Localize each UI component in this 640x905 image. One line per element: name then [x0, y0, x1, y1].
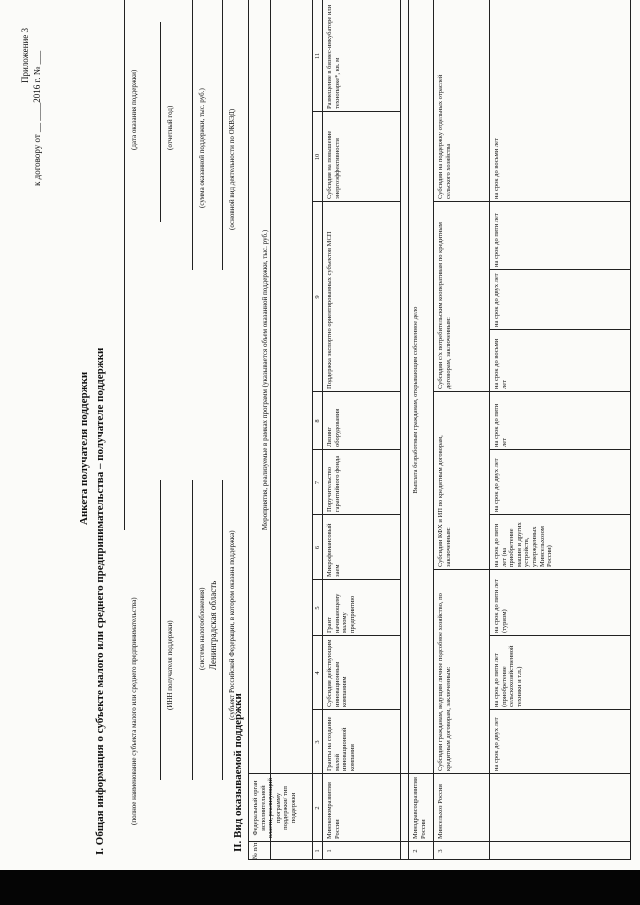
row1-grant-new: Гранты на создание малой инновационной компании	[326, 716, 356, 771]
row3-term-4: на срок до пяти лет (на приобретение машин и других устройств, утвержденных Минсельхозом России)	[493, 522, 554, 567]
row3-term-3: на срок до пяти лет (туризм)	[493, 579, 508, 633]
row3-term-5: на срок до двух лет	[493, 458, 500, 512]
row1-export: Поддержка экспортно ориентированных субъектов МСП	[326, 231, 333, 389]
col-number-2: 2	[314, 806, 321, 810]
section2-title: II. Вид оказываемой поддержки	[232, 693, 244, 852]
okved-line	[222, 0, 223, 270]
row3-term-8: на срок до двух лет	[493, 273, 500, 327]
row1-num: 1	[326, 849, 333, 853]
row3-group-coop: Субсидии с/х потребительским кооперативам по кредитным договорам, заключенным:	[437, 222, 452, 389]
row1-subsidy-innov: Субсидия действующим инновационным компаниям	[326, 639, 349, 707]
row3-term-9: на срок до пяти лет	[493, 213, 500, 267]
year-caption: (отчетный год)	[166, 105, 174, 150]
col-number-11: 11	[314, 52, 321, 60]
col-number-3: 3	[314, 740, 321, 744]
row2-body: Минздравсоцразвития России	[412, 777, 427, 839]
form-title: Анкета получателя поддержки	[78, 371, 90, 525]
region-caption: (субъект Российской Федерации, в котором оказана поддержка)	[228, 530, 236, 720]
appendix-label: Приложение 3	[20, 27, 30, 83]
row2-text: Выплата безработным гражданам, открывающим собственное дело	[412, 306, 419, 494]
row2-num: 2	[412, 849, 419, 853]
row1-microloan: Микрофинансовый заем	[326, 523, 341, 577]
col-number-6: 6	[314, 545, 321, 550]
row3-body: Минсельхоз России	[437, 784, 444, 839]
amount-caption: (сумма оказанной поддержки, тыс. руб.)	[198, 88, 206, 208]
scanner-border	[0, 870, 640, 905]
col-body-header: Федеральный орган исполнительной власти, реализующий программу поддержки/ тип поддержки	[252, 778, 297, 838]
row1-body: Минэкономразвития России	[326, 782, 341, 839]
inn-caption: (ИНН получателя поддержки)	[166, 620, 174, 710]
row3-term-6: на срок до пяти лет	[493, 403, 508, 447]
row3-term-7: на срок до восьми лет	[493, 338, 508, 389]
col-number-5: 5	[314, 606, 321, 610]
row1-guarantee: Поручительство гарантийного фонда	[326, 455, 341, 512]
col-number-10: 10	[314, 153, 321, 161]
row3-group-branches: Субсидии на поддержку отдельных отраслей сельского хозяйства	[437, 74, 452, 199]
col-number-1: 1	[314, 849, 321, 853]
row1-energy: Субсидия на повышение энергоэффективности	[326, 130, 341, 199]
section1-title: I. Общая информация о субъекте малого или среднего предпринимательства – получателе поддержки	[94, 347, 106, 855]
row1-leasing: Лизинг оборудования	[326, 408, 341, 447]
row3-group-lph: Субсидии гражданам, ведущим личное подсобное хозяйство, по кредитным договорам, заключенным:	[437, 593, 452, 771]
row3-term-10: на срок до восьми лет	[493, 138, 500, 199]
amount-line	[192, 0, 193, 270]
date-caption: (дата оказания поддержки)	[130, 69, 138, 150]
row3-group-kfh: Субсидии КФХ и ИП по кредитным договорам, заключенным:	[437, 435, 452, 567]
tax-line	[192, 480, 193, 780]
year-line	[160, 22, 161, 222]
row1-grant-startup: Грант начинающему малому предприятию	[326, 593, 356, 633]
contract-reference: к договору от __ ____2016 г. № ___	[32, 50, 42, 186]
row1-incubator: Размещение в бизнес-инкубаторе или технопарке*, кв. м	[326, 4, 341, 109]
col-num-header: № п/п	[252, 842, 259, 860]
tax-caption: (система налогообложения)	[198, 587, 206, 670]
col-events-header: Мероприятия, реализуемые в рамках программ (указывается объем оказанной поддержки, тыс. руб.)	[261, 229, 269, 531]
region-value: Ленинградская область	[208, 580, 218, 670]
row3-term-1: на срок до двух лет	[493, 717, 500, 771]
region-line	[222, 480, 223, 780]
name-line	[124, 0, 125, 530]
col-number-8: 8	[314, 419, 321, 423]
col-number-9: 9	[314, 295, 321, 299]
okved-caption: (основной вид деятельности по ОКВЭД)	[228, 108, 236, 230]
col-number-7: 7	[314, 480, 321, 485]
name-caption: (полное наименование субъекта малого или среднего предпринимательства)	[130, 597, 138, 825]
inn-line	[160, 480, 161, 780]
row3-num: 3	[437, 849, 444, 853]
col-number-4: 4	[314, 671, 321, 675]
row3-term-2: на срок до пяти лет (приобретение сельскохозяйственной техники и т.п.)	[493, 645, 523, 707]
